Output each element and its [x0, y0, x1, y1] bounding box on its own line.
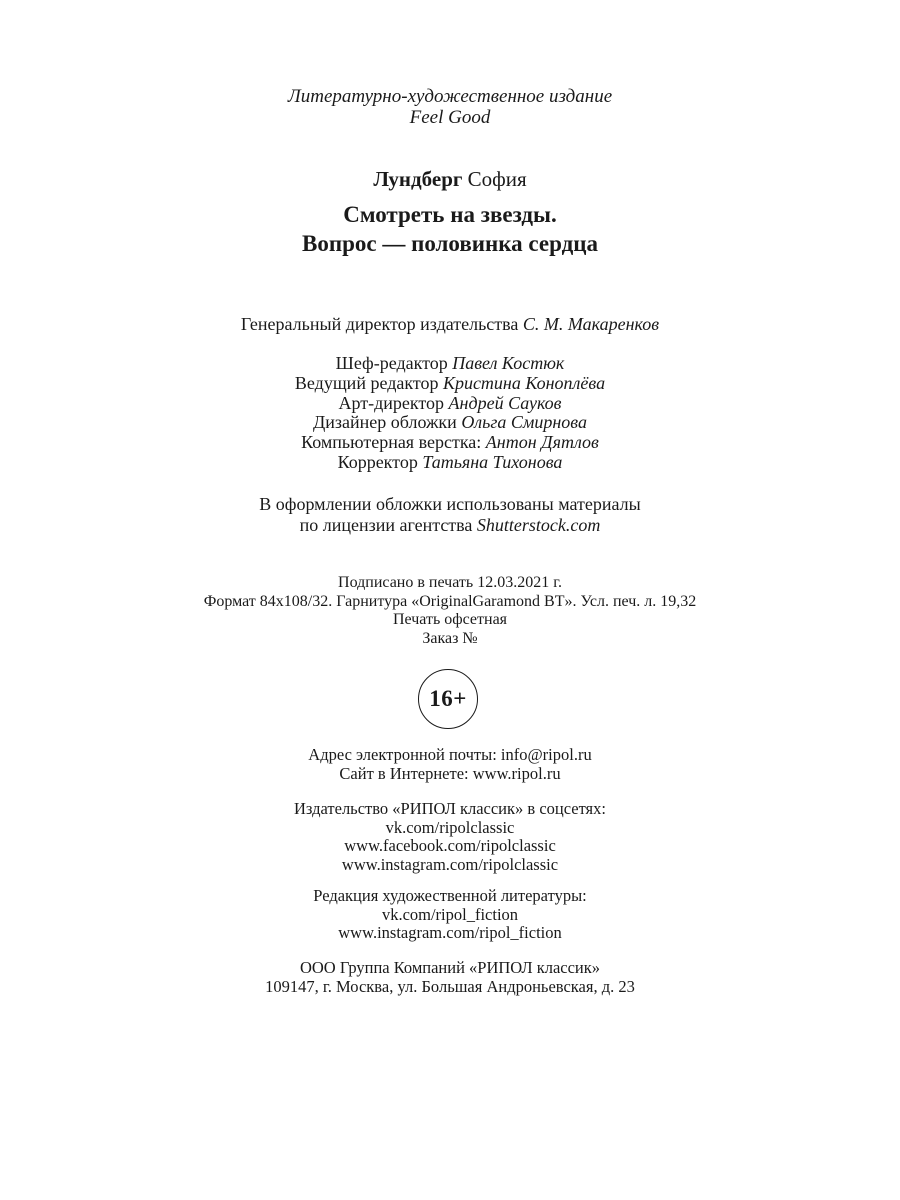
- staff-credit: [0, 453, 900, 473]
- fiction-heading: Редакция художественной литературы:: [313, 886, 587, 905]
- staff-role: Ведущий редактор: [294, 372, 439, 393]
- staff-person: Кристина Коноплёва: [442, 372, 606, 393]
- director-person: С. М. Макаренков: [522, 314, 660, 334]
- social-heading: Издательство «РИПОЛ классик» в соцсетях:: [293, 799, 606, 818]
- staff-role: Шеф-редактор: [335, 353, 448, 373]
- author: [0, 166, 900, 192]
- staff-person: Ольга Смирнова: [461, 412, 587, 433]
- company-address: 109147, г. Москва, ул. Большая Андроньевская, д. 23: [265, 977, 635, 996]
- cover-credit-line-1: В оформлении обложки использованы материалы: [259, 494, 641, 514]
- general-director: [0, 314, 900, 335]
- staff-credits: [0, 354, 900, 473]
- fiction-link-instagram: www.instagram.com/ripol_fiction: [338, 923, 562, 942]
- cover-credit-line-2: [0, 515, 900, 536]
- age-rating-badge: 16+: [418, 669, 478, 729]
- staff-role: Дизайнер обложки: [312, 412, 457, 433]
- author-name: София: [467, 167, 527, 191]
- series-name: Feel Good: [409, 107, 491, 128]
- website-line: Сайт в Интернете: www.ripol.ru: [339, 763, 561, 783]
- printing-info: [0, 574, 900, 648]
- staff-credit: [0, 413, 900, 433]
- director-role: Генеральный директор издательства: [240, 314, 519, 334]
- staff-person: Татьяна Тихонова: [422, 451, 563, 472]
- email-line: Адрес электронной почты: info@ripol.ru: [308, 745, 592, 764]
- fiction-link-vk: vk.com/ripol_fiction: [381, 904, 519, 924]
- book-title: [0, 200, 900, 258]
- staff-role: Корректор: [337, 451, 418, 472]
- staff-credit: [0, 394, 900, 414]
- order-number: Заказ №: [422, 629, 478, 647]
- contacts: [0, 746, 900, 783]
- staff-credit: [0, 354, 900, 374]
- cover-credit-prefix: по лицензии агентства: [299, 515, 473, 535]
- staff-person: Андрей Сауков: [448, 392, 562, 413]
- social-link-vk: vk.com/ripolclassic: [385, 817, 515, 837]
- staff-person: Антон Дятлов: [485, 432, 599, 453]
- staff-credit: [0, 374, 900, 394]
- title-line-1: Смотреть на звезды.: [343, 202, 557, 227]
- edition-type: Литературно-художественное издание: [287, 86, 613, 107]
- staff-role: Компьютерная верстка:: [301, 432, 482, 453]
- social-link-instagram: www.instagram.com/ripolclassic: [341, 854, 559, 874]
- staff-credit: [0, 433, 900, 453]
- author-surname: Лундберг: [373, 167, 463, 191]
- signed-date: Подписано в печать 12.03.2021 г.: [338, 574, 562, 591]
- staff-role: Арт-директор: [338, 392, 445, 413]
- print-format: Формат 84х108/32. Гарнитура «OriginalGaramond BT». Усл. печ. л. 19,32: [203, 592, 697, 610]
- cover-credit-agency: Shutterstock.com: [476, 515, 601, 535]
- edition-info: [0, 86, 900, 128]
- fiction-editorial: [0, 887, 900, 943]
- social-links: [0, 800, 900, 874]
- staff-person: Павел Костюк: [452, 353, 565, 373]
- social-link-facebook: www.facebook.com/ripolclassic: [344, 836, 556, 855]
- title-line-2: Вопрос — половинка сердца: [301, 231, 599, 256]
- print-method: Печать офсетная: [392, 611, 508, 628]
- company-name: ООО Группа Компаний «РИПОЛ классик»: [299, 958, 601, 977]
- cover-credit: [0, 494, 900, 536]
- publisher-company: [0, 958, 900, 996]
